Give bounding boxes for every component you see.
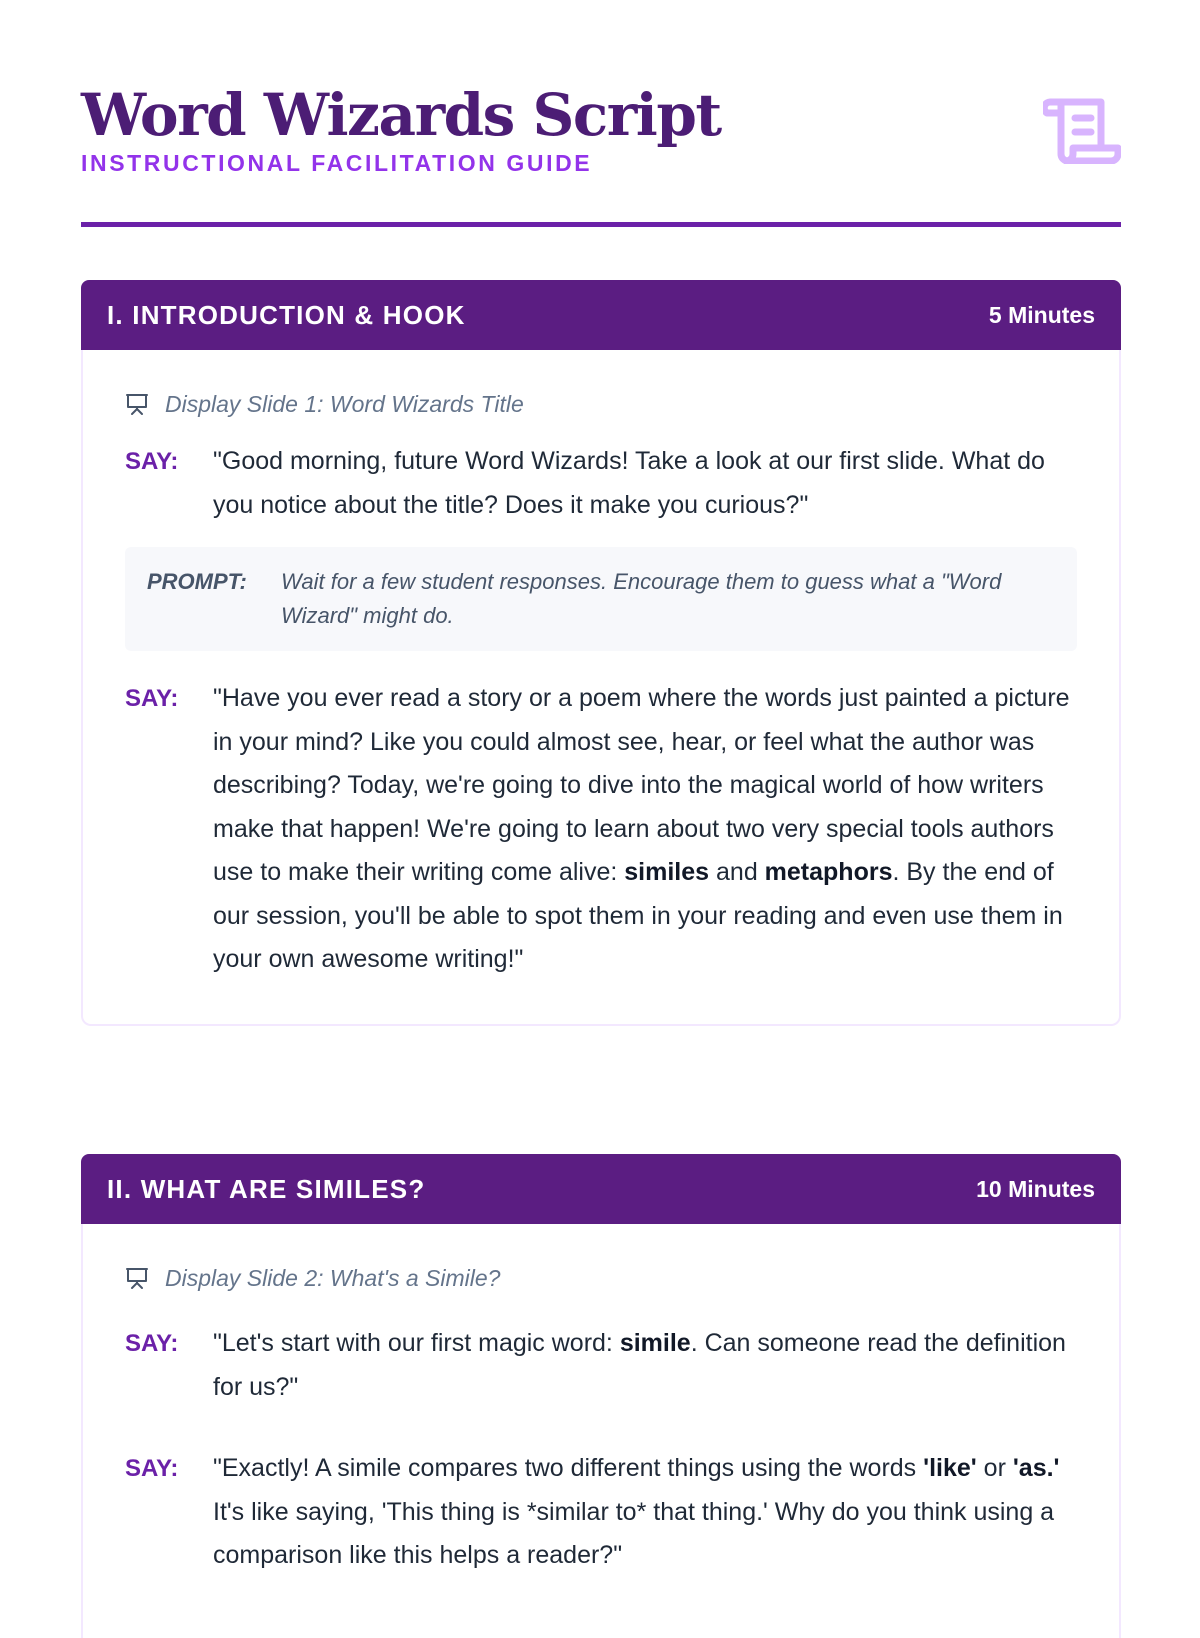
say-block [125,1447,1077,1578]
say-text-part: It's like saying, 'This thing is *similar to* that thing.' Why do you think using a comparison like this helps a reader?" [213,1497,1055,1569]
slide-cue [125,384,1077,424]
term-simile: simile [619,1329,691,1357]
section-title: I. INTRODUCTION & HOOK [107,300,466,330]
section-body [81,350,1121,1026]
presentation-icon [125,1266,149,1290]
slide-cue-text: Display Slide 2: What's a Simile? [165,1264,501,1291]
section-duration: 5 Minutes [988,302,1095,328]
say-text-part: "Exactly! A simile compares two different things using the words [213,1454,924,1482]
section-duration: 10 Minutes [976,1176,1095,1202]
say-text-part: or [976,1454,1013,1482]
say-text-part: and [709,858,765,886]
say-text-part: "Let's start with our first magic word: [213,1329,620,1357]
section-introduction [81,280,1121,1026]
term-metaphors: metaphors [764,858,893,886]
slide-cue [125,1258,1077,1298]
section-similes [81,1154,1121,1638]
term-like: 'like' [923,1454,977,1482]
page-title: Word Wizards Script [81,81,721,149]
document-header [81,80,1121,226]
prompt-label: PROMPT: [147,569,247,594]
say-text [213,1447,1077,1578]
say-block [125,440,1077,527]
slide-cue-text: Display Slide 1: Word Wizards Title [165,390,524,417]
say-text [213,1322,1077,1409]
section-body [81,1224,1121,1638]
say-label: SAY: [125,448,179,475]
section-header [81,280,1121,350]
term-as: 'as.' [1012,1454,1060,1482]
say-label: SAY: [125,1330,179,1357]
say-text-part: . Can someone read the definition for us?" [213,1329,1066,1401]
prompt-text: Wait for a few student responses. Encourage them to guess what a "Word Wizard" might do. [281,569,1002,628]
say-block [125,1322,1077,1409]
say-label: SAY: [125,1455,179,1482]
say-text-part: "Have you ever read a story or a poem where the words just painted a picture in your mind? Like you could almost see, hear, or feel what the author was describing? Today, we're going to dive into the magical world of how writers make that happen! We're going to learn about two very special tools authors use to make their writing come alive: [213,684,1070,886]
term-similes: similes [624,858,710,886]
section-header [81,1154,1121,1224]
section-title: II. WHAT ARE SIMILES? [107,1174,426,1204]
say-label: SAY: [125,685,179,712]
page-subtitle: INSTRUCTIONAL FACILITATION GUIDE [81,150,593,176]
presentation-icon [125,392,149,416]
prompt-box [125,547,1077,651]
header-divider [81,222,1121,227]
say-text: "Good morning, future Word Wizards! Take a look at our first slide. What do you notice about the title? Does it make you curious?" [213,447,1045,519]
say-block [125,677,1077,982]
scroll-icon [1043,94,1121,164]
say-text [213,677,1077,982]
say-text-part: . By the end of our session, you'll be able to spot them in your reading and even use them in your own awesome writing!" [213,858,1063,973]
